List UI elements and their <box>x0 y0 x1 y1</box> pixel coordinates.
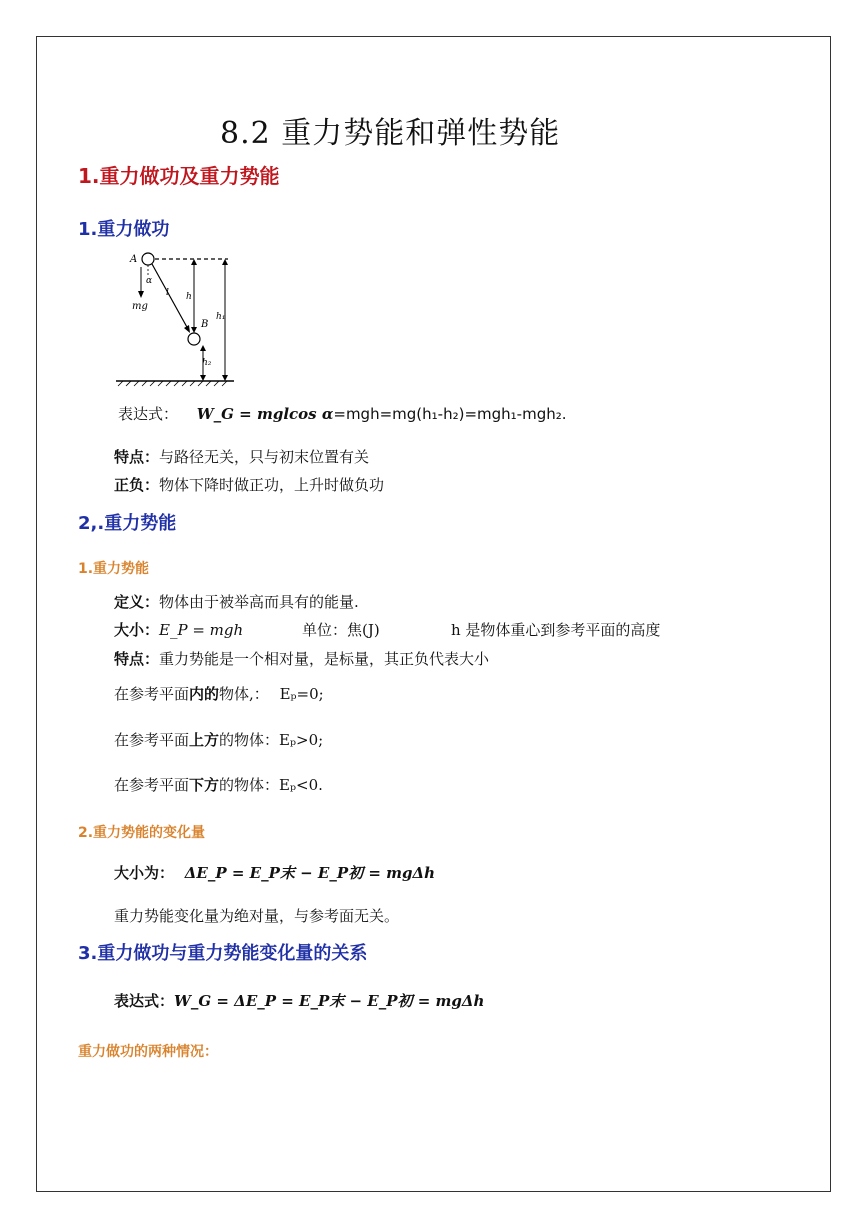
subheading-work-pe-relation: 3.重力做功与重力势能变化量的关系 <box>78 943 368 964</box>
ground-hatching <box>118 381 227 386</box>
label-h2: h₂ <box>202 358 212 368</box>
label-h: h <box>186 292 192 302</box>
size-line <box>114 619 661 640</box>
relation-expr-label: 表达式： <box>114 992 175 1010</box>
two-cases-heading: 重力做功的两种情况： <box>78 1044 218 1060</box>
size-math: E_P = mgh <box>159 621 244 639</box>
label-b: B <box>201 319 209 330</box>
def-text: 物体由于被举高而具有的能量. <box>159 593 359 611</box>
page-title: 8.2 重力势能和弹性势能 <box>220 116 561 151</box>
def-label: 定义： <box>114 593 160 611</box>
pe-feature-text: 重力势能是一个相对量，是标量，其正负代表大小 <box>159 650 490 668</box>
case-inside: 在参考平面内的物体,： Eₚ=0; <box>114 685 324 703</box>
pe-feature-label: 特点： <box>114 650 160 668</box>
page-border <box>36 36 831 1192</box>
h-text: h 是物体重心到参考平面的高度 <box>451 621 661 639</box>
gravity-work-expression <box>118 403 567 424</box>
expr-label: 表达式： <box>118 405 179 423</box>
change-size-math: ΔE_P = E_P末 − E_P初 = mgΔh <box>184 864 436 882</box>
pe-change-size <box>114 862 435 883</box>
change-size-label: 大小为： <box>114 864 175 882</box>
relation-expr-math: W_G = ΔE_P = E_P末 − E_P初 = mgΔh <box>174 992 485 1010</box>
gravity-work-feature <box>114 446 369 467</box>
subheading-potential-energy: 2,.重力势能 <box>78 513 177 534</box>
feature-line <box>114 648 489 669</box>
label-a: A <box>130 254 138 265</box>
sign-label: 正负： <box>114 476 160 494</box>
gravity-work-sign <box>114 474 384 495</box>
ball-b <box>188 333 200 345</box>
label-l: l <box>166 288 169 298</box>
expr-rest: =mgh=mg(h₁-h₂)=mgh₁-mgh₂. <box>333 405 567 423</box>
pe-change-note: 重力势能变化量为绝对量，与参考面无关。 <box>114 907 400 925</box>
size-label: 大小： <box>114 621 160 639</box>
relation-expression <box>114 990 484 1011</box>
label-mg: mg <box>132 301 148 312</box>
section-heading-1: 1.重力做功及重力势能 <box>78 164 280 188</box>
expr-math: W_G = mglcos α <box>196 405 334 423</box>
feature-label: 特点： <box>114 448 160 466</box>
label-h1: h₁ <box>216 312 226 322</box>
feature-text: 与路径无关，只与初末位置有关 <box>159 448 370 466</box>
item-heading-pe-change: 2.重力势能的变化量 <box>78 825 206 841</box>
item-heading-potential-energy: 1.重力势能 <box>78 561 150 577</box>
label-alpha: α <box>146 276 153 286</box>
subheading-gravity-work: 1.重力做功 <box>78 219 170 240</box>
pendulum-diagram <box>110 245 240 390</box>
ball-a <box>142 253 154 265</box>
sign-text: 物体下降时做正功，上升时做负功 <box>159 476 385 494</box>
unit-text: 单位：焦(J) <box>302 621 380 639</box>
definition-line <box>114 591 359 612</box>
case-above: 在参考平面上方的物体：Eₚ>0; <box>114 731 324 749</box>
case-below: 在参考平面下方的物体：Eₚ<0. <box>114 776 323 794</box>
